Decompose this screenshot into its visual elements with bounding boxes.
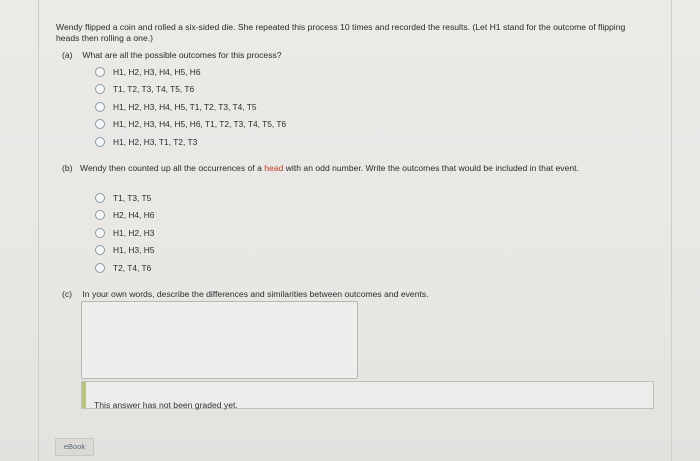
radio-button[interactable] — [95, 193, 105, 203]
part-a-option[interactable] — [95, 133, 286, 151]
radio-button[interactable] — [95, 137, 105, 147]
part-a-option[interactable] — [95, 63, 286, 81]
part-a-options — [95, 63, 286, 151]
part-a-option[interactable] — [95, 116, 286, 134]
radio-button[interactable] — [95, 245, 105, 255]
part-a-question — [62, 50, 282, 60]
part-c-answer-textarea[interactable] — [81, 301, 358, 379]
radio-button[interactable] — [95, 84, 105, 94]
part-b-options — [95, 189, 154, 277]
option-label: H1, H2, H3, H4, H5, H6 — [113, 66, 201, 77]
part-b-option[interactable] — [95, 259, 154, 277]
part-b-question — [62, 163, 632, 174]
grading-status-text: This answer has not been graded yet. — [94, 400, 238, 410]
part-c-question — [62, 289, 429, 299]
part-a-option[interactable] — [95, 81, 286, 99]
part-c-label: (c) — [62, 289, 73, 299]
option-label: H1, H3, H5 — [113, 245, 155, 256]
part-b-option[interactable] — [95, 189, 154, 207]
ebook-button[interactable]: eBook — [55, 438, 94, 456]
part-a-question-text: What are all the possible outcomes for this process? — [82, 50, 282, 60]
part-b-option[interactable] — [95, 207, 154, 225]
option-label: T1, T2, T3, T4, T5, T6 — [113, 84, 195, 95]
option-label: T2, T4, T6 — [113, 262, 152, 273]
part-c-question-text: In your own words, describe the differences and similarities between outcomes and events. — [82, 289, 429, 299]
grading-status-accent — [82, 382, 86, 408]
problem-intro: Wendy flipped a coin and rolled a six-sided die. She repeated this process 10 times and recorded the results. (Let H1 stand for the outcome of flipping heads then rolling a one.) — [56, 22, 626, 43]
option-label: H1, H2, H3, T1, T2, T3 — [113, 136, 198, 147]
option-label: H1, H2, H3 — [113, 227, 155, 238]
radio-button[interactable] — [95, 263, 105, 273]
part-a-option[interactable] — [95, 98, 286, 116]
part-a-label: (a) — [62, 50, 73, 60]
part-b-highlight: head — [264, 163, 284, 173]
option-label: T1, T3, T5 — [113, 192, 152, 203]
panel-border — [38, 0, 672, 10]
part-b-question-pre: Wendy then counted up all the occurrences of a — [80, 163, 265, 173]
radio-button[interactable] — [95, 228, 105, 238]
part-b-option[interactable] — [95, 224, 154, 242]
part-b-label: (b) — [62, 163, 73, 173]
radio-button[interactable] — [95, 67, 105, 77]
radio-button[interactable] — [95, 119, 105, 129]
grading-status-box — [81, 381, 654, 409]
radio-button[interactable] — [95, 102, 105, 112]
option-label: H1, H2, H3, H4, H5, T1, T2, T3, T4, T5 — [113, 101, 257, 112]
option-label: H2, H4, H6 — [113, 210, 155, 221]
radio-button[interactable] — [95, 210, 105, 220]
part-b-option[interactable] — [95, 242, 154, 260]
option-label: H1, H2, H3, H4, H5, H6, T1, T2, T3, T4, T5, T6 — [113, 119, 287, 130]
part-b-question-post: with an odd number. Write the outcomes that would be included in that event. — [283, 163, 579, 173]
